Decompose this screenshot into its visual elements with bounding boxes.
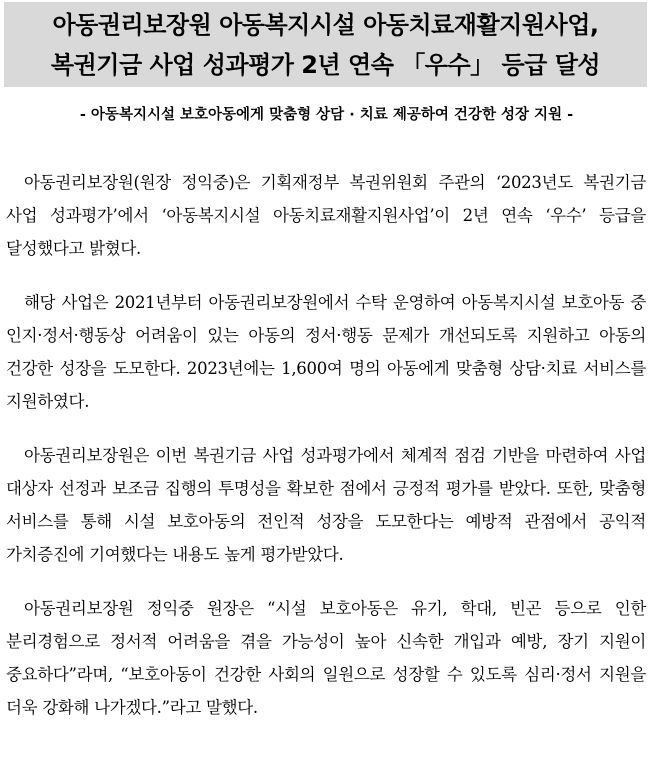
article-body bbox=[6, 166, 646, 745]
paragraph-4: 아동권리보장원 정익중 원장은 “시설 보호아동은 유기, 학대, 빈곤 등으로 인한 분리경험으로 정서적 어려움을 겪을 가능성이 높아 신속한 개입과 예방, 장기 지원이 중요하다”라며, “보호아동이 건강한 사회의 일원으로 성장할 수 있도록 심리·정서 지원을 더욱 강화해 나가겠다.”라고 말했다. bbox=[6, 599, 646, 717]
paragraph-3: 아동권리보장원은 이번 복권기금 사업 성과평가에서 체계적 점검 기반을 마련하여 사업 대상자 선정과 보조금 집행의 투명성을 확보한 점에서 긍정적 평가를 받았다. 또한, 맞춤형 서비스를 통해 시설 보호아동의 전인적 성장을 도모한다는 예방적 관점에서 공익적 가치증진에 기여했다는 내용도 높게 평가받았다. bbox=[6, 446, 646, 564]
headline-box bbox=[4, 2, 647, 87]
paragraph-1: 아동권리보장원(원장 정익중)은 기획재정부 복권위원회 주관의 ‘2023년도 복권기금 사업 성과평가’에서 ‘아동복지시설 아동치료재활지원사업’이 2년 연속 ‘우수’ 등급을 달성했다고 밝혔다. bbox=[6, 173, 646, 258]
headline-line-2: 복권기금 사업 성과평가 2년 연속 「우수」 등급 달성 bbox=[50, 51, 601, 79]
subheadline: - 아동복지시설 보호아동에게 맞춤형 상담 · 치료 제공하여 건강한 성장 지원 - bbox=[79, 107, 574, 123]
headline-line-1: 아동권리보장원 아동복지시설 아동치료재활지원사업, bbox=[52, 11, 599, 39]
paragraph-2: 해당 사업은 2021년부터 아동권리보장원에서 수탁 운영하여 아동복지시설 보호아동 중 인지·정서·행동상 어려움이 있는 아동의 정서·행동 문제가 개선되도록 지원하고 아동의 건강한 성장을 도모한다. 2023년에는 1,600여 명의 아동에게 맞춤형 상담·치료 서비스를 지원하였다. bbox=[6, 293, 646, 411]
